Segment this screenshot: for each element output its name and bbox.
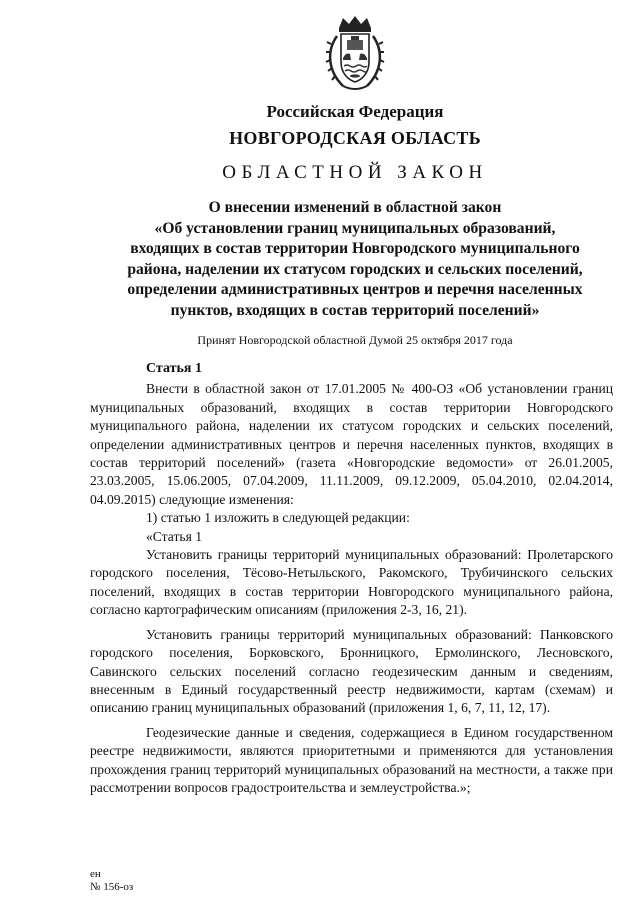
article-paragraph: Геодезические данные и сведения, содержащиеся в Едином государственном реестре недвижимости, являются приоритетными и применяются для установления прохождения границ территорий муниципальных образований на местности, а также при рассмотрении вопросов градостроительства и землеустройства.»; (90, 724, 613, 795)
article-paragraph: Установить границы территорий муниципальных образований: Панковского городского поселения, Борковского, Бронницкого, Ермолинского, Лесновского, Савинского сельских поселений согласно геодезическим данным и сведениям, внесенным в Единый государственный реестр недвижимости, картам (схемам) и описанию границ муниципальных образований (приложения 1, 6, 7, 11, 12, 17). (90, 626, 613, 716)
document-footer (90, 868, 133, 894)
region-name: НОВГОРОДСКАЯ ОБЛАСТЬ (229, 128, 481, 148)
document-type: ОБЛАСТНОЙ ЗАКОН (222, 162, 488, 183)
amendment-item: 1) статью 1 изложить в следующей редакции: (146, 510, 410, 526)
article-heading: Статья 1 (146, 361, 202, 376)
executor-initials: ен (90, 868, 101, 880)
title-line: района, наделении их статусом городских и сельских поселений, (127, 260, 583, 278)
title-line: входящих в состав территории Новгородского муниципального (130, 240, 580, 257)
coat-of-arms-icon (325, 14, 385, 92)
law-body (90, 360, 613, 803)
title-line: пунктов, входящих в состав территорий поселений» (170, 301, 540, 319)
law-number: № 156-оз (90, 881, 134, 893)
adoption-note: Принят Новгородской областной Думой 25 октября 2017 года (197, 333, 513, 347)
country-name: Российская Федерация (266, 102, 444, 121)
article-intro: Внести в областной закон от 17.01.2005 № 400-ОЗ «Об установлении границ муниципальных образований, входящих в состав территории Новгородского муниципального района, наделении их статусом городских и сельских поселений, определении административных центров и перечня населенных пунктов, входящих в состав территорий поселений» (газета «Новгородские ведомости» от 26.01.2005, 23.03.2005, 15.06.2005, 07.04.2009, 11.11.2009, 09.12.2009, 05.04.2010, 02.04.2014, 04.09.2015) следующие изменения: (90, 381, 613, 507)
title-line: «Об установлении границ муниципальных образований, (154, 219, 556, 237)
article-paragraph: Установить границы территорий муниципальных образований: Пролетарского городского поселения, Тёсово-Нетыльского, Ракомского, Трубичинского сельских поселений, входящих в состав территории Новгородского муниципального района, согласно картографическим описаниям (приложения 2-3, 16, 21). (90, 547, 613, 618)
title-line: О внесении изменений в областной закон (208, 199, 502, 216)
quoted-article-heading: «Статья 1 (146, 528, 203, 544)
title-line: определении административных центров и перечня населенных (127, 281, 583, 298)
law-title (90, 198, 620, 321)
